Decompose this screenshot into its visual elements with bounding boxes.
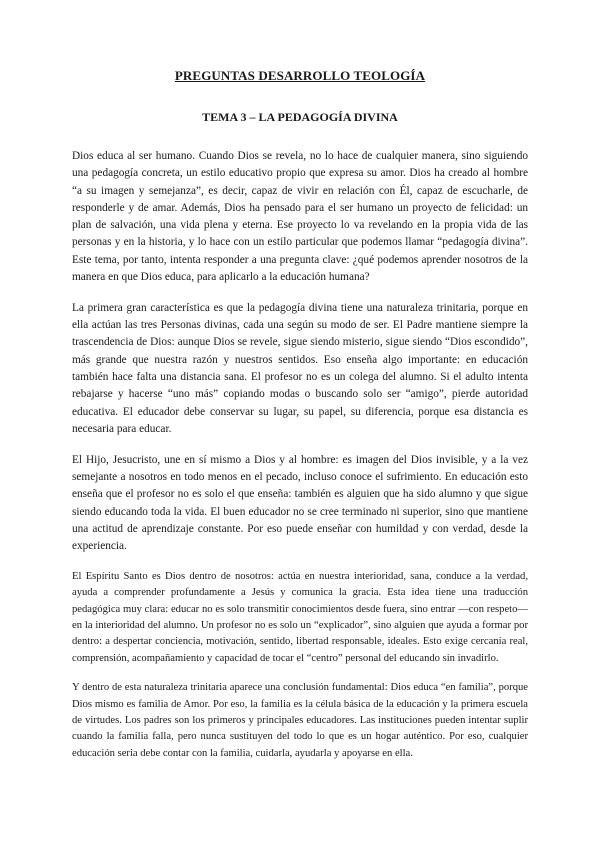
paragraph-holy-spirit: El Espíritu Santo es Dios dentro de nosotros: actúa en nuestra interioridad, sana, conduce a la verdad, ayuda a comprender profundamente a Jesús y comunica la gracia. Esta idea tiene una traducción pedagógica muy clara: educar no es solo transmitir conocimientos desde fuera, sino entrar —con respeto— en la interioridad del alumno. Un profesor no es solo un “explicador”, sino alguien que ayuda a formar por dentro: a despertar conciencia, motivación, sentido, libertad responsable, ideales. Esto exige cercanía real, comprensión, acompañamiento y capacidad de tocar el “centro” personal del educando sin invadirlo. [72, 571, 528, 664]
document-subtitle: TEMA 3 – LA PEDAGOGÍA DIVINA [202, 110, 398, 124]
paragraph-son: El Hijo, Jesucristo, une en sí mismo a Dios y al hombre: es imagen del Dios invisible, y a la vez semejante a nosotros en todo menos en el pecado, incluso conoce el sufrimiento. En educación esto enseña que el profesor no es solo el que enseña: también es alguien que ha sido alumno y que sigue siendo educando toda la vida. El buen educador no se cree terminado ni superior, sino que mantiene una actitud de aprendizaje constante. Por eso puede enseñar con humildad y con verdad, desde la experiencia. [72, 453, 528, 553]
document-title: PREGUNTAS DESARROLLO TEOLOGÍA [174, 68, 426, 83]
paragraph-family: Y dentro de esta naturaleza trinitaria aparece una conclusión fundamental: Dios educa “en familia”, porque Dios mismo es familia de Amor. Por eso, la familia es la célula básica de la educación y la primera escuela de virtudes. Los padres son los primeros y principales educadores. Las instituciones pueden intentar suplir cuando la familia falla, pero nunca sustituyen del todo lo que es un hogar auténtico. Por eso, cualquier educación seria debe contar con la familia, cuidarla, ayudarla y apoyarse en ella. [72, 682, 528, 759]
paragraph-intro: Dios educa al ser humano. Cuando Dios se revela, no lo hace de cualquier manera, sino siguiendo una pedagogía concreta, un estilo educativo propio que expresa su amor. Dios ha creado al hombre “a su imagen y semejanza”, es decir, capaz de vivir en relación con Él, capaz de escucharle, de responderle y de amar. Además, Dios ha pensado para el ser humano un proyecto de felicidad: un plan de salvación, una vida plena y eterna. Ese proyecto lo va revelando en la propia vida de las personas y en la historia, y lo hace con un estilo particular que podemos llamar “pedagogía divina”. Este tema, por tanto, intenta responder a una pregunta clave: ¿qué podemos aprender nosotros de la manera en que Dios educa, para aplicarlo a la educación humana? [72, 150, 528, 284]
paragraph-trinitarian-nature: La primera gran característica es que la pedagogía divina tiene una naturaleza trinitaria, porque en ella actúan las tres Personas divinas, cada una según su modo de ser. El Padre mantiene siempre la trascendencia de Dios: aunque Dios se revele, sigue siendo misterio, sigue siendo “Dios escondido”, más grande que nuestra razón y nuestros sentidos. Eso enseña algo importante: en educación también hace falta una distancia sana. El profesor no es un colega del alumno. Si el adulto intenta rebajarse y hacerse “uno más” copiando modas o buscando solo ser “amigo”, pierde autoridad educativa. El educador debe conservar su lugar, su papel, su diferencia, porque esa distancia es necesaria para educar. [72, 301, 528, 435]
document-page [72, 68, 528, 775]
